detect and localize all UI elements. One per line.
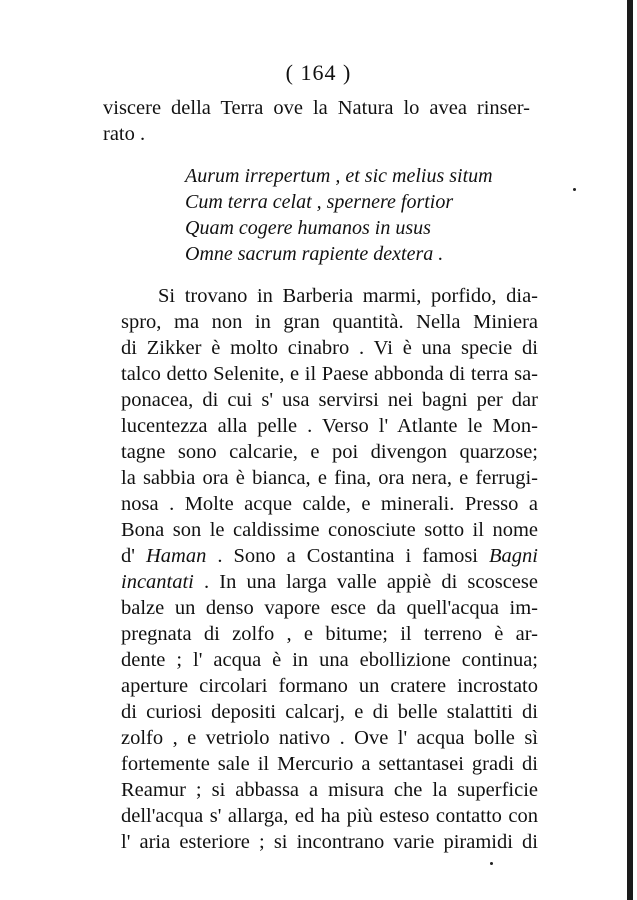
text-line: rato . bbox=[103, 123, 146, 145]
text-segment: . Sono a Costantina i famosi bbox=[206, 545, 490, 567]
italic-term: Haman bbox=[145, 545, 207, 567]
text-line: spro, ma non in gran quantità. Nella Miniera bbox=[121, 311, 538, 333]
text-segment: d' bbox=[121, 545, 146, 567]
text-line: Bona son le caldissime conosciute sotto il nome bbox=[121, 519, 538, 541]
text-line: lucentezza alla pelle . Verso l' Atlante le Mon- bbox=[121, 415, 538, 437]
text-line: balze un denso vapore esce da quell'acqua im- bbox=[121, 597, 538, 619]
text-line: dell'acqua s' allarga, ed ha più esteso contatto con bbox=[121, 805, 538, 827]
text-line bbox=[121, 543, 538, 569]
text-line: l' aria esteriore ; si incontrano varie piramidi di bbox=[121, 831, 538, 853]
text-segment: . In una larga valle appiè di scoscese bbox=[193, 571, 538, 593]
ink-speck bbox=[490, 862, 493, 865]
ink-speck bbox=[573, 188, 576, 191]
text-line: talco detto Selenite, e il Paese abbonda di terra sa- bbox=[121, 363, 538, 385]
text-line: nosa . Molte acque calde, e minerali. Presso a bbox=[121, 493, 538, 515]
italic-term: incantati bbox=[121, 571, 194, 593]
text-line: di Zikker è molto cinabro . Vi è una specie di bbox=[121, 337, 538, 359]
text-line: pregnata di zolfo , e bitume; il terreno è ar- bbox=[121, 623, 538, 645]
italic-term: Bagni bbox=[489, 545, 538, 567]
text-line: ponacea, di cui s' usa servirsi nei bagni per dar bbox=[121, 389, 538, 411]
text-line: zolfo , e vetriolo nativo . Ove l' acqua bolle sì bbox=[121, 727, 538, 749]
text-line: dente ; l' acqua è in una ebollizione continua; bbox=[121, 649, 538, 671]
text-line: viscere della Terra ove la Natura lo avea rinser- bbox=[103, 97, 530, 119]
verse-line: Aurum irrepertum , et sic melius situm bbox=[185, 165, 493, 187]
text-line: di curiosi depositi calcarj, e di belle stalattiti di bbox=[121, 701, 538, 723]
text-line: Si trovano in Barberia marmi, porfido, dia- bbox=[158, 285, 538, 307]
text-line: aperture circolari formano un cratere incrostato bbox=[121, 675, 538, 697]
text-line: Reamur ; si abbassa a misura che la superficie bbox=[121, 779, 538, 801]
text-line bbox=[121, 569, 538, 595]
verse-line: Cum terra celat , spernere fortior bbox=[185, 191, 454, 213]
verse-line: Quam cogere humanos in usus bbox=[185, 217, 431, 239]
page-number: ( 164 ) bbox=[285, 60, 352, 85]
text-line: tagne sono calcarie, e poi divengon quarzose; bbox=[121, 441, 538, 463]
text-line: la sabbia ora è bianca, e fina, ora nera, e ferrugi- bbox=[121, 467, 538, 489]
text-line: fortemente sale il Mercurio a settantasei gradi di bbox=[121, 753, 538, 775]
verse-line: Omne sacrum rapiente dextera . bbox=[185, 243, 444, 265]
